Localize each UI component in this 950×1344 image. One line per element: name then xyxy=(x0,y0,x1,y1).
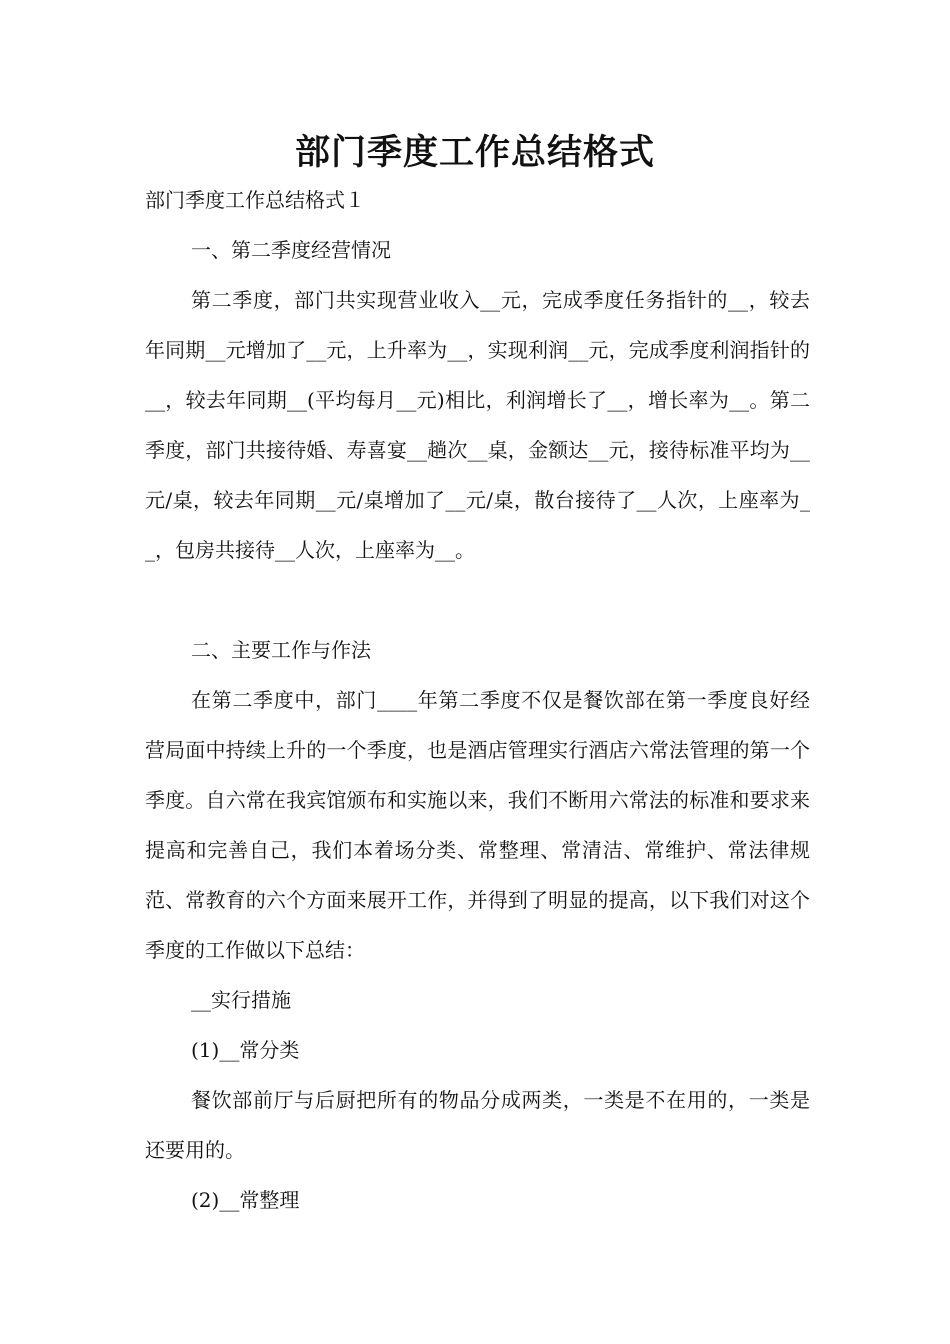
subheading-classify: (1)__常分类 xyxy=(191,1038,300,1062)
subheading-measures: __实行措施 xyxy=(191,988,291,1012)
paragraph-operations: 第二季度，部门共实现营业收入__元，完成季度任务指针的__，较去年同期__元增加了__元，上升率为__，实现利润__元，完成季度利润指针的__，较去年同期__(平均每月__元)相比，利润增长了__，增长率为__。第二季度，部门共接待婚、寿喜宴__趟次__桌，金额达__元，接待标准平均为__元/桌，较去年同期__元/桌增加了__元/桌，散台接待了__人次，上座率为__，包房共接待__人次，上座率为__。 xyxy=(145,288,810,562)
subheading-organize: (2)__常整理 xyxy=(191,1188,300,1212)
document-title: 部门季度工作总结格式 xyxy=(294,133,655,173)
section-heading-main-work: 二、主要工作与作法 xyxy=(191,638,371,662)
paragraph-main-work: 在第二季度中，部门____年第二季度不仅是餐饮部在第一季度良好经营局面中持续上升的一个季度，也是酒店管理实行酒店六常法管理的第一个季度。自六常在我宾馆颁布和实施以来，我们不断用六常法的标准和要求来提高和完善自己，我们本着场分类、常整理、常清洁、常维护、常法律规范、常教育的六个方面来展开工作，并得到了明显的提高，以下我们对这个季度的工作做以下总结： xyxy=(145,688,810,962)
document-subtitle: 部门季度工作总结格式１ xyxy=(145,188,365,212)
section-heading-operations: 一、第二季度经营情况 xyxy=(191,238,391,262)
paragraph-classify: 餐饮部前厅与后厨把所有的物品分成两类，一类是不在用的，一类是还要用的。 xyxy=(145,1088,810,1162)
